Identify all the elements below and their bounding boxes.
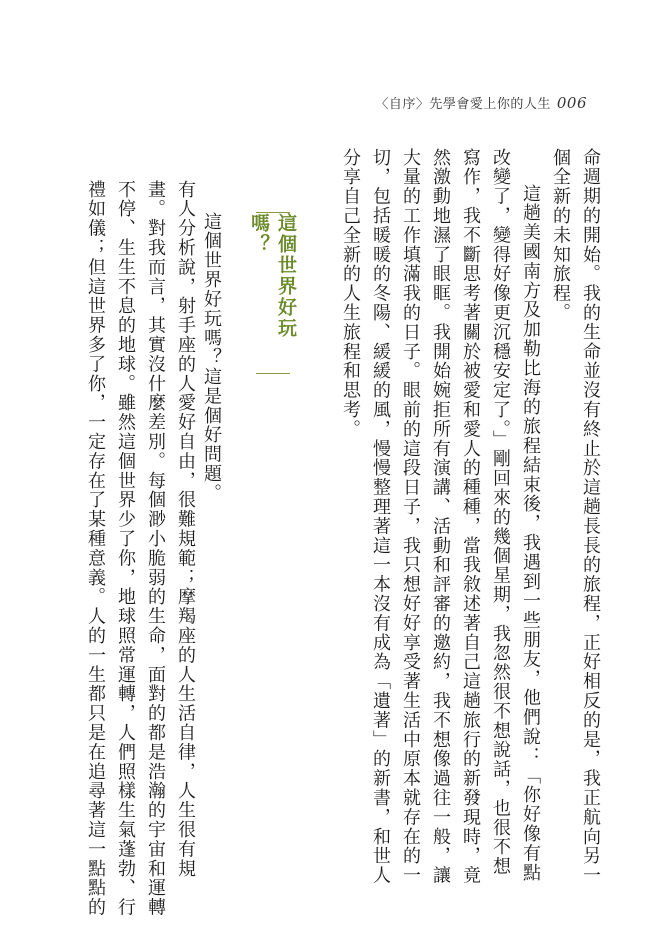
section-heading-box: [248, 212, 297, 374]
text-column: 禮如儀；但這世界多了你，一定存在了某種意義。人的一生都只是在追尋著這一點點的: [85, 180, 106, 918]
text-column: 這個世界好玩嗎？這是個好問題。: [201, 212, 222, 503]
chapter-title: 〈自序〉先學會愛上你的人生: [375, 97, 551, 112]
text-column: 個全新的未知旅程。: [550, 148, 571, 323]
text-column: 命週期的開始。我的生命並沒有終止於這趟長長的旅程，正好相反的是，我正航向另一: [580, 148, 601, 886]
text-column: 有人分析說，射手座的人愛好自由，很難規範；摩羯座的人生活自律，人生很有規: [175, 180, 196, 879]
text-column: 切，包括暖暖的冬陽、緩緩的風，慢慢整理著這一本沒有成為「遺著」的新書，和世人: [370, 148, 391, 886]
running-head: [375, 93, 587, 112]
text-column: 不停、生生不息的地球。雖然這個世界少了你，地球照常運轉，人們照樣生氣蓬勃、行: [115, 180, 136, 918]
text-column: 改變了，變得好像更沉穩安定了。」剛回來的幾個星期，我忽然很不想說話，也很不想: [490, 148, 511, 877]
section-first-line: [196, 212, 226, 868]
text-column: 寫作，我不斷思考著關於被愛和愛人的種種，當我敘述著自己這趟旅行的新發現時，竟: [460, 148, 481, 886]
text-column: 分享自己全新的人生旅程和思考。: [340, 148, 361, 439]
text-column: 大量的工作填滿我的日子。眼前的這段日子，我只想好好享受著生活中原本就存在的一: [400, 148, 421, 886]
text-column: 這趟美國南方及加勒比海的旅程結束後，我遇到一些朋友，他們說：「你好像有點: [520, 184, 541, 883]
page-number: 006: [556, 94, 587, 112]
section-heading: 這個世界好玩嗎？: [248, 213, 297, 339]
text-column: 畫。對我而言，其實沒什麼差別。每個渺小脆弱的生命，面對的都是浩瀚的宇宙和運轉: [145, 180, 166, 918]
section-text-block: [80, 180, 200, 918]
upper-text-block: [335, 148, 605, 886]
text-column: 然激動地濕了眼眶。我開始婉拒所有演講、活動和評審的邀約，我不想像過往一般，讓: [430, 148, 451, 886]
